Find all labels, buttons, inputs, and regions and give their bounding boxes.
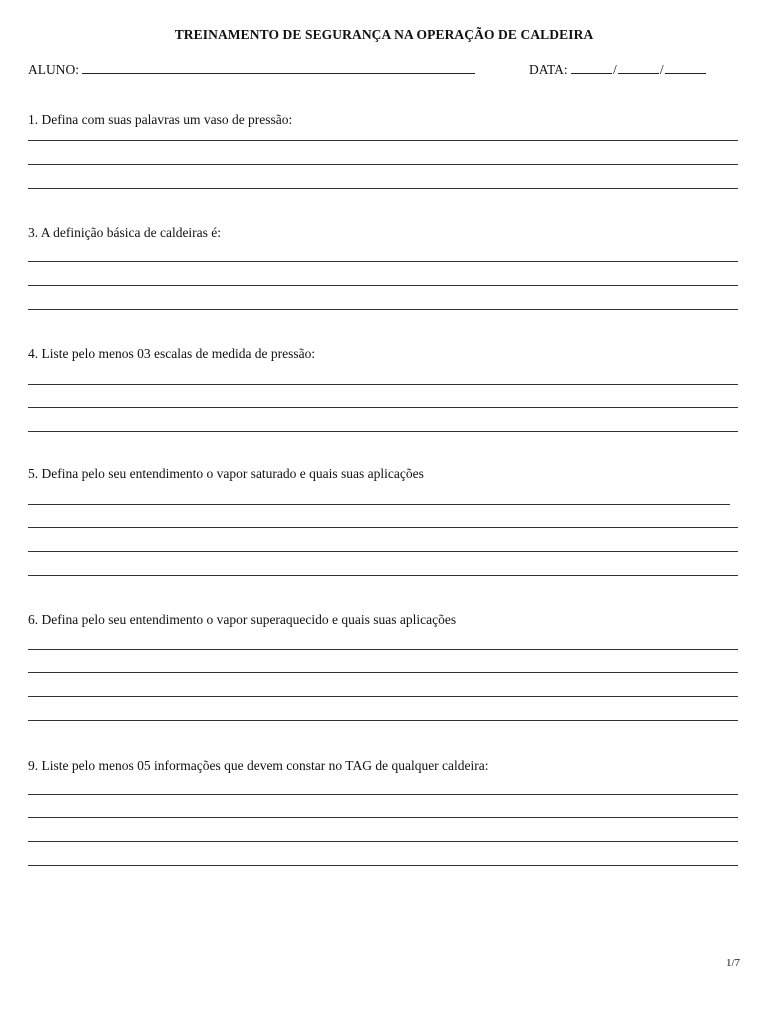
answer-line[interactable] <box>28 575 738 576</box>
question-text: 4. Liste pelo menos 03 escalas de medida de pressão: <box>28 346 316 361</box>
answer-line[interactable] <box>28 261 738 262</box>
question-text: 9. Liste pelo menos 05 informações que devem constar no TAG de qualquer caldeira: <box>28 758 489 773</box>
question-text: 3. A definição básica de caldeiras é: <box>28 225 222 240</box>
page-number: 1/7 <box>725 957 740 969</box>
answer-line[interactable] <box>28 431 738 432</box>
answer-line[interactable] <box>28 794 738 795</box>
answer-line[interactable] <box>28 309 738 310</box>
answer-line[interactable] <box>28 720 738 721</box>
question-block <box>28 346 738 362</box>
student-field <box>28 61 475 78</box>
answer-line[interactable] <box>28 527 738 528</box>
answer-line[interactable] <box>28 672 738 673</box>
date-label: DATA: <box>529 62 568 77</box>
document-title: TREINAMENTO DE SEGURANÇA NA OPERAÇÃO DE CALDEIRA <box>174 27 594 42</box>
answer-line[interactable] <box>28 140 738 141</box>
question-block <box>28 466 738 482</box>
question-block <box>28 225 738 241</box>
question-text: 1. Defina com suas palavras um vaso de pressão: <box>28 112 293 127</box>
date-month-blank[interactable] <box>618 61 659 74</box>
date-field <box>529 61 706 78</box>
question-block <box>28 758 738 774</box>
student-label: ALUNO: <box>28 62 79 77</box>
answer-line[interactable] <box>28 285 738 286</box>
question-block <box>28 112 738 128</box>
answer-line[interactable] <box>28 164 738 165</box>
answer-line[interactable] <box>28 551 738 552</box>
answer-line[interactable] <box>28 188 738 189</box>
answer-line[interactable] <box>28 649 738 650</box>
question-block <box>28 612 738 628</box>
date-year-blank[interactable] <box>665 61 706 74</box>
answer-line[interactable] <box>28 407 738 408</box>
answer-line[interactable] <box>28 504 730 505</box>
answer-line[interactable] <box>28 817 738 818</box>
date-separator: / <box>659 62 664 77</box>
answer-line[interactable] <box>28 384 738 385</box>
answer-line[interactable] <box>28 841 738 842</box>
answer-line[interactable] <box>28 865 738 866</box>
student-name-blank[interactable] <box>82 61 475 74</box>
date-day-blank[interactable] <box>571 61 612 74</box>
question-text: 6. Defina pelo seu entendimento o vapor superaquecido e quais suas aplicações <box>28 612 457 627</box>
date-separator: / <box>613 62 617 77</box>
answer-line[interactable] <box>28 696 738 697</box>
student-info-row <box>28 61 738 79</box>
question-text: 5. Defina pelo seu entendimento o vapor saturado e quais suas aplicações <box>28 466 424 481</box>
